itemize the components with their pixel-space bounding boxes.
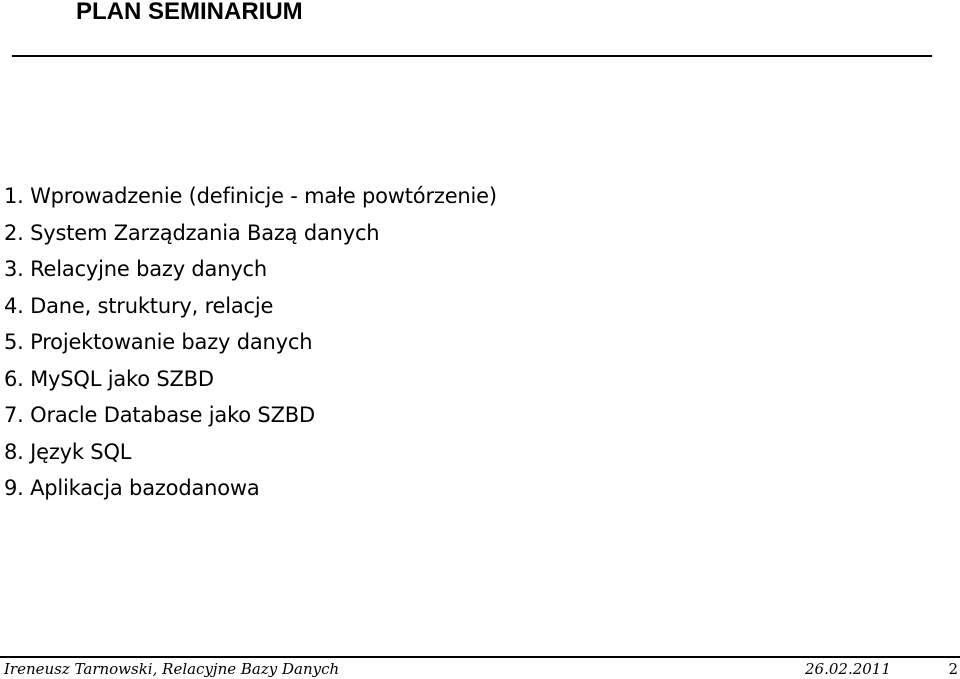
slide-title: PLAN SEMINARIUM: [76, 0, 303, 25]
agenda-item: 1. Wprowadzenie (definicje - małe powtórzenie): [4, 184, 497, 208]
agenda-item: 6. MySQL jako SZBD: [4, 366, 214, 391]
footer-date: 26.02.2011: [805, 660, 891, 678]
agenda-item: 9. Aplikacja bazodanowa: [4, 476, 260, 500]
agenda-item: 3. Relacyjne bazy danych: [4, 257, 268, 281]
agenda-item: 5. Projektowanie bazy danych: [4, 330, 313, 354]
title-divider: [12, 55, 932, 57]
agenda-list: [4, 178, 497, 507]
footer-divider: [0, 656, 960, 658]
agenda-item: 4. Dane, struktury, relacje: [4, 293, 274, 318]
agenda-item: 2. System Zarządzania Bazą danych: [4, 220, 380, 245]
agenda-item: 8. Język SQL: [4, 439, 132, 464]
footer-author: Ireneusz Tarnowski, Relacyjne Bazy Danych: [4, 660, 340, 678]
agenda-item: 7. Oracle Database jako SZBD: [4, 403, 315, 427]
page-number: 2: [948, 660, 958, 678]
slide-footer: [0, 660, 960, 679]
